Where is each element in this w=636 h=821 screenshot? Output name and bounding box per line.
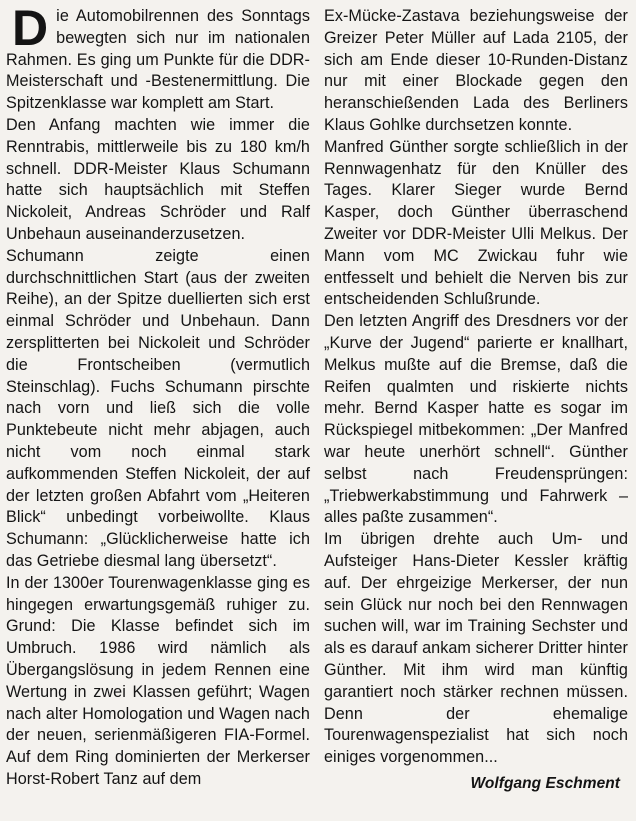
paragraph-3: Schumann zeigte einen durchschnittlichen Start (aus der zweiten Reihe), an der Spitze duellierten sich erst einmal Schröder und Unbehaun. Dann zersplitterten bei Nickoleit und Schröder die Frontscheiben (vermutlich Steinschlag). Fuchs Schumann pirschte nach vorn und ließ sich die volle Punktebeute nicht mehr abjagen, auch nicht vom noch einmal stark aufkommenden Steffen Nickoleit, der auf der letzten großen Abfahrt vom „Heiteren Blick“ unbedingt vorbeiwollte. Klaus Schumann: „Glücklicherweise hatte ich das Getriebe diesmal lang übersetzt“.	[6, 246, 310, 570]
article-column-left	[6, 0, 310, 821]
paragraph-6: Manfred Günther sorgte schließlich in der Rennwagenhatz für den Knüller des Tages. Klarer Sieger wurde Bernd Kasper, doch Günther überraschend Zweiter vor DDR-Meister Ulli Melkus. Der Mann vom MC Zwickau fuhr wie entfesselt und behielt die Nerven bis zur entscheidenden Schlußrunde.	[324, 137, 628, 309]
drop-cap: D	[12, 0, 49, 56]
paragraph-8: Im übrigen drehte auch Um- und Aufsteiger Hans-Dieter Kessler kräftig auf. Der ehrgeizige Merkerser, der nun sein Glück nur noch bei den Rennwagen suchen will, war im Training Sechster und als es darauf ankam sicherer Dritter hinter Günther. Mit ihm wird man künftig garantiert noch stärker rechnen müssen. Denn der ehemalige Tourenwagenspezialist hat sich noch einiges vorgenommen...	[324, 530, 628, 767]
paragraph-5: Ex-Mücke-Zastava beziehungsweise der Greizer Peter Müller auf Lada 2105, der sich am Ende dieser 10-Runden-Distanz nur mit einer Blockade gegen den heranschießenden Lada des Berliners Klaus Gohlke durchsetzen konnte.	[324, 7, 628, 134]
paragraph-2: Den Anfang machten wie immer die Renntrabis, mittlerweile bis zu 180 km/h schnell. DDR-Meister Klaus Schumann hatte sich hauptsächlich mit Steffen Nickoleit, Andreas Schröder und Ralf Unbehaun auseinanderzusetzen.	[6, 115, 310, 243]
article-column-right	[324, 6, 628, 821]
paragraph-1-text: ie Automobilrennen des Sonntags bewegten sich nur im nationalen Rahmen. Es ging um Punkte für die DDR-Meisterschaft und -Bestenermittlung. Die Spitzenklasse war komplett am Start.	[6, 7, 310, 113]
paragraph-7: Den letzten Angriff des Dresdners vor der „Kurve der Jugend“ parierte er knallhart, Melkus mußte auf die Bremse, daß die Reifen qualmten und riskierte nichts mehr. Bernd Kasper hatte es sogar im Rückspiegel mitbekommen: „Der Manfred war heute unerhört schnell“. Günther selbst nach Freudensprüngen: „Triebwerkabstimmung und Fahrwerk – alles paßte zusammen“.	[324, 312, 628, 527]
paragraph-4: In der 1300er Tourenwagenklasse ging es hingegen erwartungsgemäß ruhiger zu. Grund: Die Klasse befindet sich im Umbruch. 1986 wird nämlich als Übergangslösung in jedem Rennen eine Wertung in zwei Klassen geführt; Wagen nach alter Homologation und Wagen nach der neuen, serienmäßigeren FIA-Formel. Auf dem Ring dominierten der Merkerser Horst-Robert Tanz auf dem	[6, 573, 310, 788]
paragraph-1	[6, 0, 310, 115]
author-signature: Wolfgang Eschment	[470, 774, 620, 792]
